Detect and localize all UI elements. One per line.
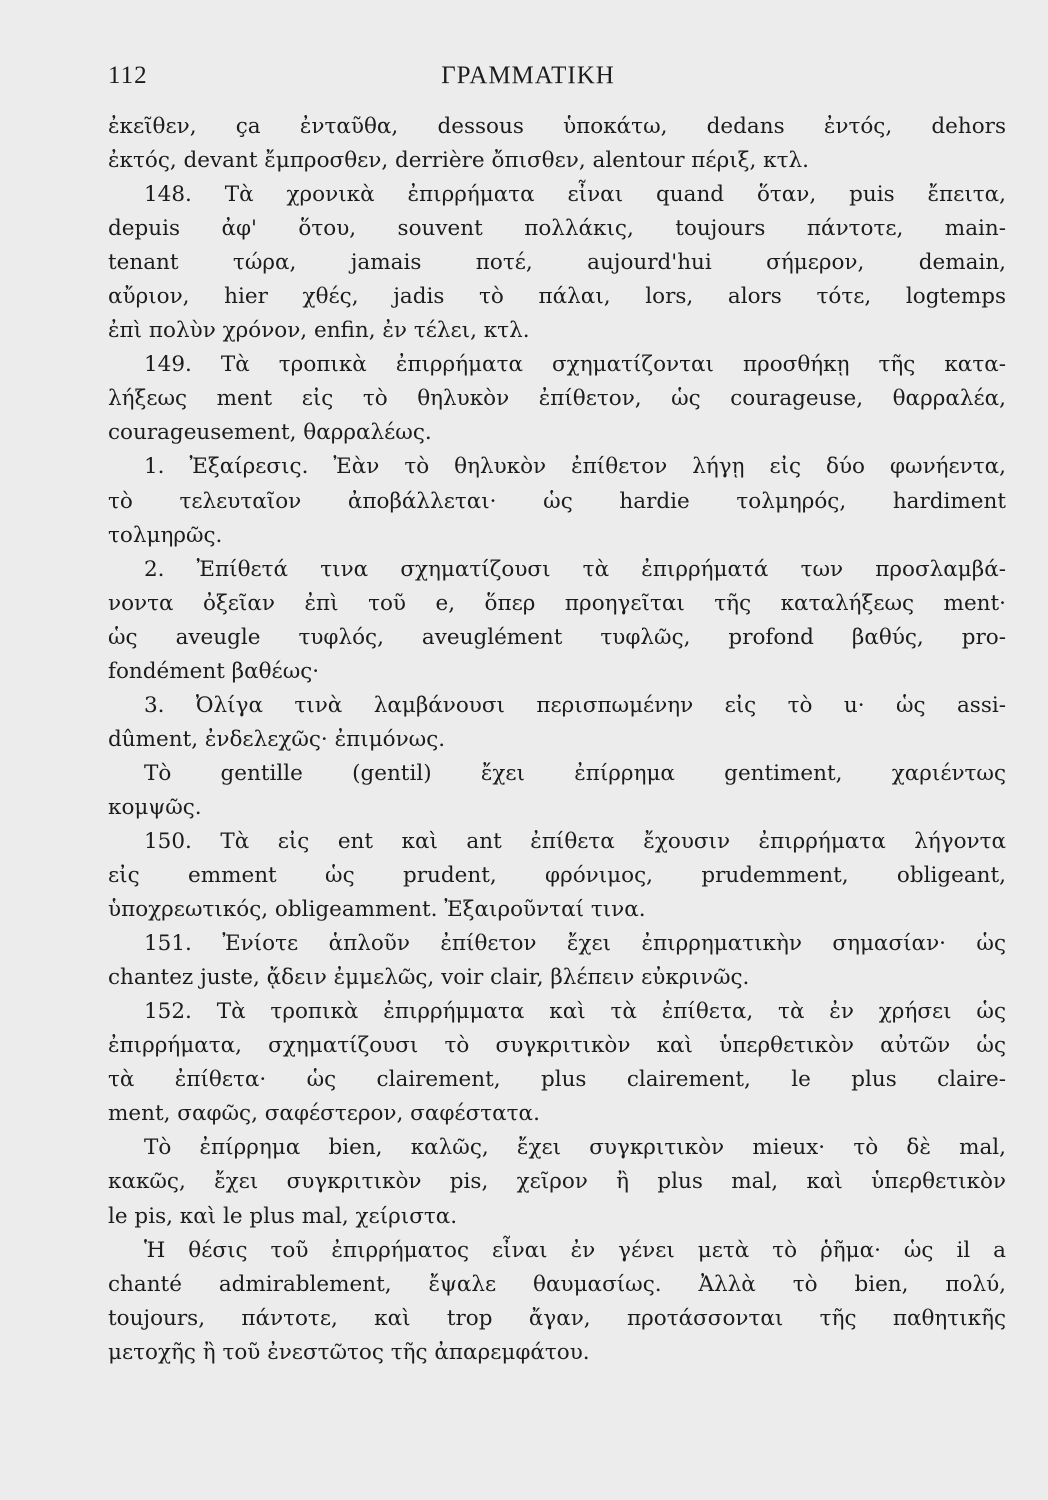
text-line: 149. Τὰ τροπικὰ ἐπιρρήματα σχηματίζονται προσθήκῃ τῆς κατα- — [144, 352, 1006, 378]
text-line: μετοχῆς ἢ τοῦ ἐνεστῶτος τῆς ἀπαρεμφάτου. — [108, 1339, 590, 1365]
text-line: ἐκεῖθεν, ça ἐνταῦθα, dessous ὑποκάτω, dedans ἐντός, dehors — [108, 114, 1006, 139]
text-line: τολμηρῶς. — [108, 522, 223, 548]
text-line: κομψῶς. — [108, 794, 202, 820]
text-line: chantez juste, ᾄδειν ἐμμελῶς, voir clair, βλέπειν εὐκρινῶς. — [108, 965, 750, 991]
text-line: 152. Τὰ τροπικὰ ἐπιρρήμματα καὶ τὰ ἐπίθετα, τὰ ἐν χρήσει ὡς — [144, 999, 1006, 1025]
text-line: ὡς aveugle τυφλός, aveuglément τυφλῶς, profond βαθύς, pro- — [108, 624, 1006, 650]
text-line: Τὸ gentille (gentil) ἔχει ἐπίρρημα gentiment, χαριέντως — [144, 760, 1006, 786]
text-line: chanté admirablement, ἔψαλε θαυμασίως. Ἀλλὰ τὸ bien, πολύ, — [108, 1271, 1006, 1297]
page-body — [108, 110, 1006, 1370]
text-line: 148. Τὰ χρονικὰ ἐπιρρήματα εἶναι quand ὅταν, puis ἔπειτα, — [144, 182, 1006, 208]
text-line: 151. Ἐνίοτε ἁπλοῦν ἐπίθετον ἔχει ἐπιρρηματικὴν σημασίαν· ὡς — [144, 931, 1006, 957]
text-line: le pis, καὶ le plus mal, χείριστα. — [108, 1203, 458, 1229]
text-line: κακῶς, ἔχει συγκριτικὸν pis, χεῖρον ἢ plus mal, καὶ ὑπερθετικὸν — [108, 1169, 1006, 1195]
text-line: αὔριον, hier χθές, jadis τὸ πάλαι, lors, alors τότε, logtemps — [108, 284, 1006, 310]
text-line: 2. Ἐπίθετά τινα σχηματίζουσι τὰ ἐπιρρήματά των προσλαμβά- — [144, 556, 1006, 582]
text-line: toujours, πάντοτε, καὶ trop ἄγαν, προτάσσονται τῆς παθητικῆς — [108, 1305, 1006, 1331]
text-line: tenant τώρα, jamais ποτέ, aujourd'hui σήμερον, demain, — [108, 250, 1006, 276]
text-line: Ἡ θέσις τοῦ ἐπιρρήματος εἶναι ἐν γένει μετὰ τὸ ῥῆμα· ὡς il a — [144, 1237, 1006, 1263]
text-line: depuis ἀφ' ὅτου, souvent πολλάκις, toujours πάντοτε, main- — [108, 216, 1006, 242]
text-line: dûment, ἐνδελεχῶς· ἐπιμόνως. — [108, 726, 446, 752]
text-line: Τὸ ἐπίρρημα bien, καλῶς, ἔχει συγκριτικὸν mieux· τὸ δὲ mal, — [144, 1135, 1006, 1161]
text-line: τὸ τελευταῖον ἀποβάλλεται· ὡς hardie τολμηρός, hardiment — [108, 488, 1006, 514]
text-line: λήξεως ment εἰς τὸ θηλυκὸν ἐπίθετον, ὡς courageuse, θαρραλέα, — [108, 386, 1006, 412]
text-line: ἐπιρρήματα, σχηματίζουσι τὸ συγκριτικὸν καὶ ὑπερθετικὸν αὐτῶν ὡς — [108, 1033, 1006, 1059]
text-line: ὑποχρεωτικός, obligeamment. Ἐξαιροῦνταί τινα. — [108, 897, 646, 923]
text-line: 1. Ἐξαίρεσις. Ἐὰν τὸ θηλυκὸν ἐπίθετον λήγῃ εἰς δύο φωνήεντα, — [144, 454, 1006, 480]
text-line: ment, σαφῶς, σαφέστερον, σαφέστατα. — [108, 1101, 540, 1127]
text-line: τὰ ἐπίθετα· ὡς clairement, plus clairement, le plus claire- — [108, 1067, 1006, 1093]
text-line: 150. Τὰ εἰς ent καὶ ant ἐπίθετα ἔχουσιν ἐπιρρήματα λήγοντα — [144, 828, 1006, 854]
running-title: ΓΡΑΜΜΑΤΙΚΗ — [441, 62, 615, 89]
text-line: ἐπὶ πολὺν χρόνον, enfin, ἐν τέλει, κτλ. — [108, 318, 530, 344]
text-line: 3. Ὀλίγα τινὰ λαμβάνουσι περισπωμένην εἰς τὸ u· ὡς assi- — [144, 692, 1006, 718]
text-line: ἐκτός, devant ἔμπροσθεν, derrière ὄπισθεν, alentour πέριξ, κτλ. — [108, 148, 809, 174]
page-number: 112 — [108, 62, 148, 89]
text-line: νοντα ὀξεῖαν ἐπὶ τοῦ e, ὅπερ προηγεῖται τῆς καταλήξεως ment· — [108, 590, 1006, 616]
text-line: fondément βαθέως· — [108, 658, 320, 684]
page-header — [108, 48, 1008, 88]
text-line: courageusement, θαρραλέως. — [108, 420, 432, 446]
text-line: εἰς emment ὡς prudent, φρόνιμος, prudemment, obligeant, — [108, 863, 1006, 889]
